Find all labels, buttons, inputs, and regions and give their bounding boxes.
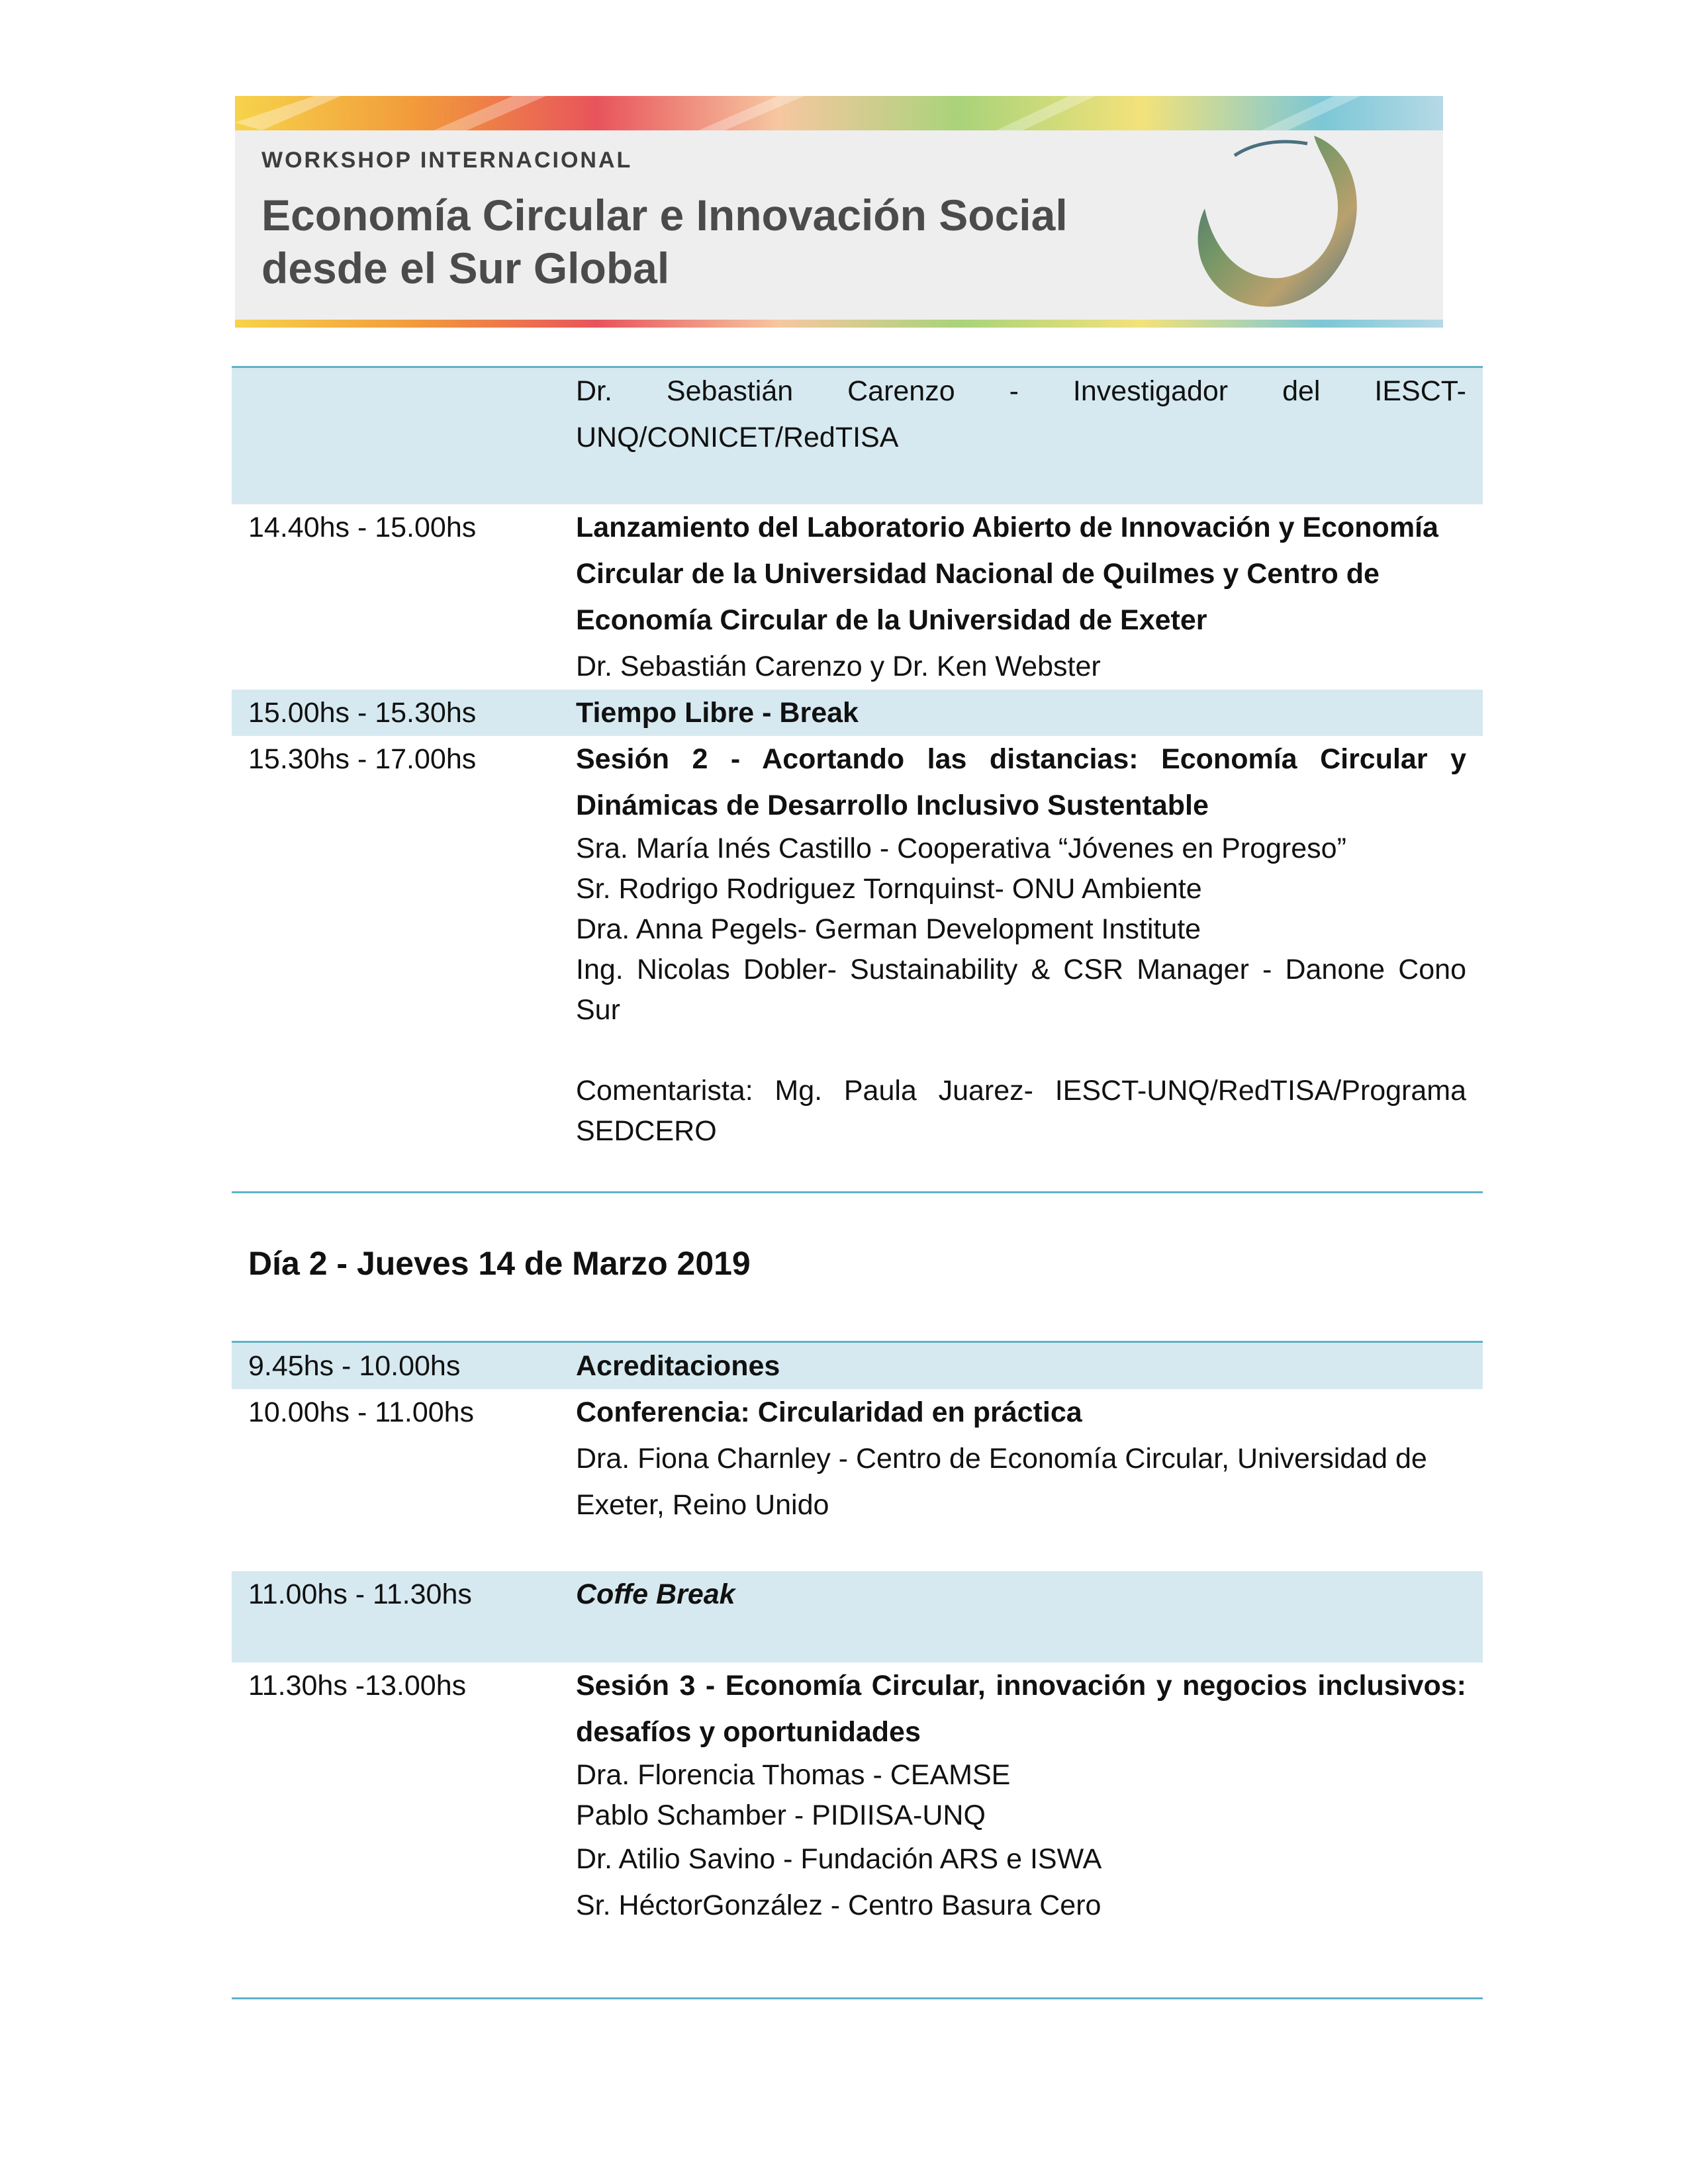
table-bottom-rule [232,1997,1483,1999]
row-time: 15.00hs - 15.30hs [248,697,477,729]
row-time [232,368,576,504]
session-title: Tiempo Libre - Break [576,697,859,729]
row-content [576,736,1483,1152]
banner-color-stripes [235,96,1443,130]
row-time: 11.00hs - 11.30hs [248,1578,472,1610]
banner-title [261,189,1068,295]
speaker-line: Sr. Rodrigo Rodriguez Tornquinst- ONU Ambiente [576,873,1202,905]
workshop-banner [235,96,1443,328]
banner-eyebrow: WORKSHOP INTERNACIONAL [261,148,633,173]
schedule-table-day2 [232,1343,1483,1929]
speaker-line: Dra. Fiona Charnley - Centro de Economía Circular, Universidad de Exeter, Reino Unido [576,1443,1427,1521]
row-time: 9.45hs - 10.00hs [248,1350,461,1382]
row-time: 15.30hs - 17.00hs [248,743,477,775]
session-title: Acreditaciones [576,1350,780,1382]
commentator-line: Comentarista: Mg. Paula Juarez- IESCT-UNQ/RedTISA/Programa SEDCERO [576,1075,1466,1147]
row-time: 11.30hs -13.00hs [248,1670,467,1702]
speaker-line: Dra. Florencia Thomas - CEAMSE [576,1759,1011,1791]
row-time: 10.00hs - 11.00hs [248,1396,475,1428]
table-row [232,504,1483,690]
speaker-line: Dra. Anna Pegels- German Development Institute [576,913,1201,945]
table-row [232,690,1483,736]
speaker-line: Sra. María Inés Castillo - Cooperativa “Jóvenes en Progreso” [576,833,1346,864]
session-title: Sesión 2 - Acortando las distancias: Economía Circular y Dinámicas de Desarrollo Inclusivo Sustentable [576,743,1466,821]
speaker-line: Pablo Schamber - PIDIISA-UNQ [576,1799,986,1831]
speaker-line: Dr. Sebastián Carenzo - Investigador del IESCT-UNQ/CONICET/RedTISA [576,375,1466,453]
row-content [576,368,1483,504]
banner-bottom-stripes [235,320,1443,328]
table-row [232,368,1483,504]
session-title: Coffe Break [576,1578,735,1610]
row-content [576,1662,1483,1929]
table-row [232,1389,1483,1571]
session-title: Lanzamiento del Laboratorio Abierto de Innovación y Economía Circular de la Universidad Nacional de Quilmes y Centro de Economía Circular de la Universidad de Exeter [576,512,1438,636]
circle-logo-icon [1175,129,1374,321]
schedule-table-day1 [232,368,1483,1185]
table-bottom-rule [232,1191,1483,1193]
table-row [232,736,1483,1185]
session-title: Sesión 3 - Economía Circular, innovación y negocios inclusivos: desafíos y oportunidades [576,1670,1466,1748]
day-heading: Día 2 - Jueves 14 de Marzo 2019 [248,1245,751,1282]
speaker-line: Sr. HéctorGonzález - Centro Basura Cero [576,1889,1102,1921]
row-content [576,1389,1483,1528]
speaker-line: Ing. Nicolas Dobler- Sustainability & CSR Manager - Danone Cono Sur [576,954,1466,1026]
speaker-line: Dr. Sebastián Carenzo y Dr. Ken Webster [576,651,1101,682]
speaker-line: Dr. Atilio Savino - Fundación ARS e ISWA [576,1843,1102,1875]
row-time: 14.40hs - 15.00hs [248,512,477,543]
banner-title-line: desde el Sur Global [261,244,670,293]
table-row [232,1662,1483,1929]
session-title: Conferencia: Circularidad en práctica [576,1396,1082,1428]
row-content [576,504,1483,690]
banner-title-line: Economía Circular e Innovación Social [261,191,1068,240]
table-row [232,1571,1483,1662]
table-row [232,1343,1483,1389]
